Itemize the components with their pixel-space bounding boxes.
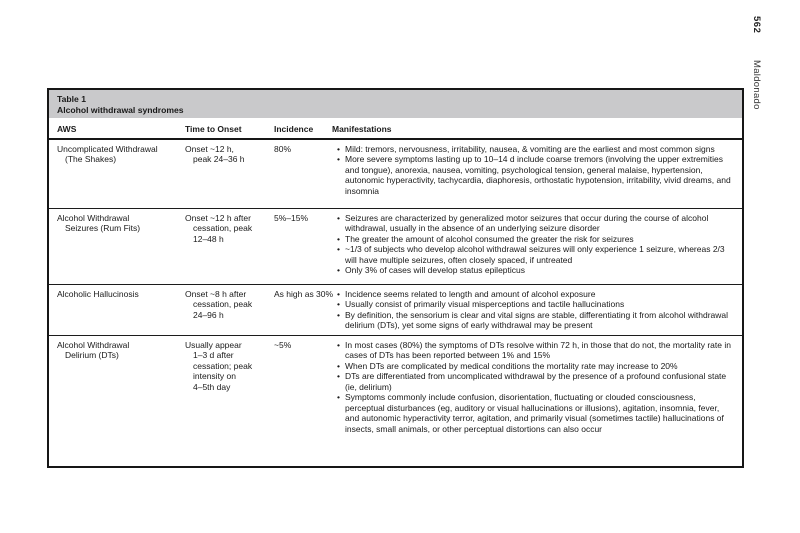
manifestation-item: • Usually consist of primarily visual misperceptions and tactile hallucinations xyxy=(332,299,736,310)
column-header-manifestations: Manifestations xyxy=(332,124,392,134)
onset-line: Usually appear xyxy=(185,339,242,350)
cell-time-to-onset xyxy=(185,289,274,335)
cell-incidence: 80% xyxy=(274,143,292,154)
manifestation-list xyxy=(332,340,736,435)
onset-line: Onset ~8 h after xyxy=(185,288,247,299)
manifestation-item: • When DTs are complicated by medical conditions the mortality rate may increase to 20% xyxy=(332,361,736,372)
onset-line: cessation; peak xyxy=(193,360,253,371)
cell-time-to-onset xyxy=(185,144,274,208)
onset-line: peak 24–36 h xyxy=(193,154,245,164)
manifestation-item: • Symptoms commonly include confusion, disorientation, fluctuating or clouded consciousness, perceptual disturbances (eg, auditory or visual hallucinations or illusions), agitation, insomnia, fever, and autonomic hyperactivity terror, agitation, and primarily visual (sometimes tactile) hallucinations of insects, small animals, or other perceptual distortions can also occur xyxy=(332,392,736,434)
cell-incidence: As high as 30% xyxy=(274,288,334,299)
manifestation-item: • Mild: tremors, nervousness, irritability, nausea, & vomiting are the earliest and most common signs xyxy=(332,144,736,155)
cell-aws xyxy=(57,213,185,284)
cell-manifestations xyxy=(332,213,742,284)
aws-line: Alcohol Withdrawal xyxy=(57,339,130,350)
onset-line: cessation, peak xyxy=(193,299,253,309)
table-row xyxy=(49,208,742,284)
table-row xyxy=(49,335,742,466)
aws-line: Alcohol Withdrawal xyxy=(57,212,130,223)
cell-time-to-onset xyxy=(185,340,274,466)
aws-line: Alcoholic Hallucinosis xyxy=(57,288,139,299)
onset-line: Onset ~12 h, xyxy=(185,143,234,154)
manifestation-item: • Only 3% of cases will develop status epilepticus xyxy=(332,265,736,276)
onset-line: 1–3 d after xyxy=(193,350,234,360)
table-alcohol-withdrawal-syndromes xyxy=(47,88,744,468)
manifestation-item: • Incidence seems related to length and amount of alcohol exposure xyxy=(332,289,736,300)
manifestation-item: • ~1/3 of subjects who develop alcohol withdrawal seizures will only experience 1 seizure, whereas 2/3 will have multiple seizures, often closely spaced, if untreated xyxy=(332,244,736,265)
table-row xyxy=(49,140,742,208)
manifestation-item: • In most cases (80%) the symptoms of DTs resolve within 72 h, in those that do not, the mortality rate in cases of DTs has been reported between 1% and 15% xyxy=(332,340,736,361)
manifestation-list xyxy=(332,213,736,276)
cell-aws xyxy=(57,340,185,466)
table-body xyxy=(49,140,742,466)
manifestation-list xyxy=(332,289,736,331)
page-number: 562 xyxy=(751,16,762,34)
cell-incidence: ~5% xyxy=(274,339,292,350)
onset-line: cessation, peak xyxy=(193,223,253,233)
cell-manifestations xyxy=(332,340,742,466)
cell-time-to-onset xyxy=(185,213,274,284)
onset-line: Onset ~12 h after xyxy=(185,212,251,223)
manifestation-list xyxy=(332,144,736,197)
onset-line: 4–5th day xyxy=(193,381,231,392)
column-header-time-to-onset: Time to Onset xyxy=(185,124,242,134)
running-author: Maldonado xyxy=(751,60,762,110)
column-header-aws: AWS xyxy=(57,124,77,134)
onset-line: intensity on xyxy=(193,371,236,381)
table-row xyxy=(49,284,742,335)
aws-line: Delirium (DTs) xyxy=(65,350,119,360)
manifestation-item: • More severe symptoms lasting up to 10–14 d include coarse tremors (involving the upper extremities and tongue), anorexia, nausea, vomiting, psychological tension, general malaise, hypertension, autonomic hyperactivity, tachycardia, diaphoresis, orthostatic hypotension, irritability, vivid dreams, and insomnia xyxy=(332,154,736,196)
table-title: Alcohol withdrawal syndromes xyxy=(57,104,184,115)
table-label: Table 1 xyxy=(57,93,86,104)
manifestation-item: • Seizures are characterized by generalized motor seizures that occur during the course of alcohol withdrawal, usually in the absence of an underlying seizure disorder xyxy=(332,213,736,234)
onset-line: 12–48 h xyxy=(193,233,224,244)
manifestation-item: • DTs are differentiated from uncomplicated withdrawal by the presence of a profound confusional state (ie, delirium) xyxy=(332,371,736,392)
cell-incidence: 5%–15% xyxy=(274,212,309,223)
table-header-row xyxy=(49,118,742,140)
manifestation-item: • By definition, the sensorium is clear and vital signs are stable, differentiating it from alcohol withdrawal delirium (DTs), yet some signs of early withdrawal may be present xyxy=(332,310,736,331)
aws-line: Uncomplicated Withdrawal xyxy=(57,143,158,154)
aws-line: (The Shakes) xyxy=(65,154,117,164)
manifestation-item: • The greater the amount of alcohol consumed the greater the risk for seizures xyxy=(332,234,736,245)
column-header-incidence: Incidence xyxy=(274,124,314,134)
cell-manifestations xyxy=(332,144,742,208)
cell-manifestations xyxy=(332,289,742,335)
aws-line: Seizures (Rum Fits) xyxy=(65,223,141,233)
onset-line: 24–96 h xyxy=(193,309,224,320)
cell-aws xyxy=(57,289,185,335)
cell-aws xyxy=(57,144,185,208)
table-caption-band xyxy=(49,90,742,118)
